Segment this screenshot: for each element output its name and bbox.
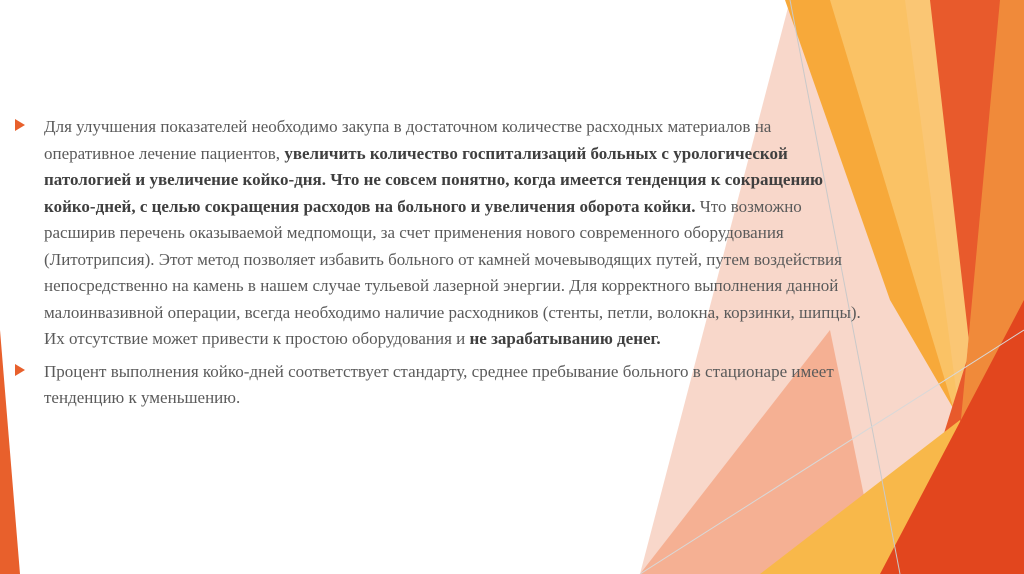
triangle-bullet-icon — [14, 118, 26, 132]
bullet-1-text: Для улучшения показателей необходимо закупа в достаточном количестве расходных материалов на оперативное лечение пациентов, увеличить количество госпитализаций больных с урологической патологией и увеличение койко-дня. Что не совсем понятно, когда имеется тенденция к сокращению койко-дней, с целью сокращения расходов на больного и увеличения оборота койки. Что возможно расширив перечень оказываемой медпомощи, за счет применения нового современного оборудования (Литотрипсия). Этот метод позволяет избавить больного от камней мочевыводящих путей, путем воздействия непосредственно на камень в нашем случае тульевой лазерной энергии. Для корректного выполнения данной малоинвазивной операции, всегда необходимо наличие расходников (стенты, петли, волокна, корзинки, шипцы). Их отсутствие может привести к простою оборудования и не зарабатыванию денег. — [44, 117, 861, 348]
bullet-item-1 — [14, 114, 864, 353]
bullet-item-2 — [14, 359, 864, 412]
triangle-bullet-icon — [14, 363, 26, 377]
slide-content — [14, 114, 864, 418]
bullet-2-text: Процент выполнения койко-дней соответствует стандарту, среднее пребывание больного в стационаре имеет тенденцию к уменьшению. — [44, 361, 834, 407]
